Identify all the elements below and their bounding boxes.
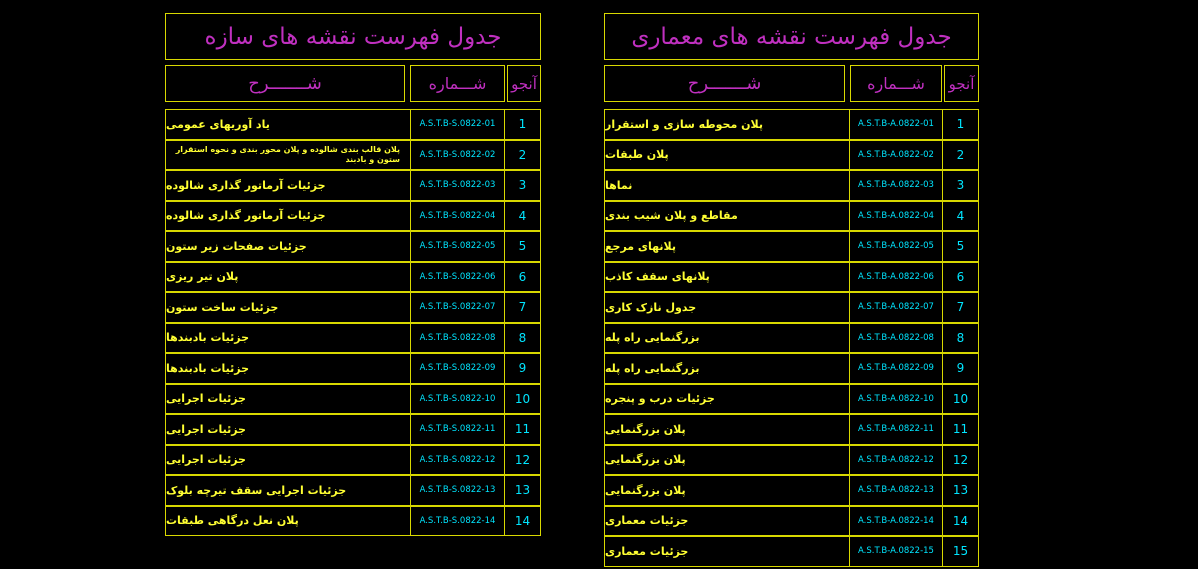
row-number: 12 xyxy=(942,445,979,476)
row-drawing-code: A.S.T.B-S.0822-09 xyxy=(410,353,505,384)
structure-header-number: آنجو xyxy=(507,65,541,102)
row-number: 15 xyxy=(942,536,979,567)
row-number: 9 xyxy=(942,353,979,384)
row-number: 14 xyxy=(942,506,979,537)
row-description: پلان نعل درگاهی طبقات xyxy=(165,506,411,537)
row-description: پلان تیر ریزی xyxy=(165,262,411,293)
row-description: یاد آوریهای عمومی xyxy=(165,109,411,140)
row-description: بزرگنمایی راه پله xyxy=(604,323,850,354)
row-drawing-code: A.S.T.B-A.0822-09 xyxy=(849,353,943,384)
row-number: 12 xyxy=(504,445,541,476)
row-number: 7 xyxy=(504,292,541,323)
row-description: مقاطع و پلان شیب بندی xyxy=(604,201,850,232)
row-number: 10 xyxy=(942,384,979,415)
row-drawing-code: A.S.T.B-A.0822-06 xyxy=(849,262,943,293)
row-number: 9 xyxy=(504,353,541,384)
table-row xyxy=(604,170,979,201)
table-row xyxy=(604,536,979,567)
architecture-header-number: آنجو xyxy=(944,65,979,102)
table-row xyxy=(604,231,979,262)
structure-header-code: شـــماره xyxy=(410,65,505,102)
table-row xyxy=(165,292,541,323)
architecture-header-code: شـــماره xyxy=(850,65,942,102)
row-description: جزئیات معماری xyxy=(604,536,850,567)
row-number: 8 xyxy=(504,323,541,354)
row-number: 13 xyxy=(504,475,541,506)
row-number: 4 xyxy=(942,201,979,232)
row-description: جزئیات آرماتور گذاری شالوده xyxy=(165,170,411,201)
row-drawing-code: A.S.T.B-S.0822-07 xyxy=(410,292,505,323)
architecture-table-title-box xyxy=(604,13,979,60)
row-drawing-code: A.S.T.B-A.0822-05 xyxy=(849,231,943,262)
row-number: 5 xyxy=(942,231,979,262)
row-number: 2 xyxy=(504,140,541,171)
row-drawing-code: A.S.T.B-A.0822-04 xyxy=(849,201,943,232)
row-drawing-code: A.S.T.B-S.0822-08 xyxy=(410,323,505,354)
row-number: 14 xyxy=(504,506,541,537)
table-row xyxy=(165,323,541,354)
row-number: 3 xyxy=(942,170,979,201)
row-description: بزرگنمایی راه پله xyxy=(604,353,850,384)
table-row xyxy=(604,323,979,354)
table-row xyxy=(604,353,979,384)
row-number: 2 xyxy=(942,140,979,171)
row-description: جزئیات معماری xyxy=(604,506,850,537)
row-number: 11 xyxy=(504,414,541,445)
row-number: 13 xyxy=(942,475,979,506)
row-drawing-code: A.S.T.B-A.0822-10 xyxy=(849,384,943,415)
row-drawing-code: A.S.T.B-A.0822-07 xyxy=(849,292,943,323)
architecture-header-description: شـــــــرح xyxy=(604,65,845,102)
row-description: پلان محوطه سازی و استقرار xyxy=(604,109,850,140)
row-number: 6 xyxy=(942,262,979,293)
row-drawing-code: A.S.T.B-S.0822-05 xyxy=(410,231,505,262)
table-row xyxy=(604,140,979,171)
table-row xyxy=(604,109,979,140)
row-drawing-code: A.S.T.B-A.0822-13 xyxy=(849,475,943,506)
structure-table-rows xyxy=(165,109,541,536)
row-description: جزئیات صفحات زیر ستون xyxy=(165,231,411,262)
table-row xyxy=(604,201,979,232)
table-row xyxy=(165,445,541,476)
row-drawing-code: A.S.T.B-S.0822-13 xyxy=(410,475,505,506)
row-number: 1 xyxy=(942,109,979,140)
table-row xyxy=(604,384,979,415)
row-description: پلان قالب بندی شالوده و پلان محور بندی و نحوه استقرار ستون و بادبند xyxy=(165,140,411,171)
architecture-table-rows xyxy=(604,109,979,567)
row-drawing-code: A.S.T.B-S.0822-14 xyxy=(410,506,505,537)
row-description: جزئیات ساخت ستون xyxy=(165,292,411,323)
row-number: 5 xyxy=(504,231,541,262)
row-number: 1 xyxy=(504,109,541,140)
row-description: جزئیات بادبندها xyxy=(165,323,411,354)
table-row xyxy=(604,262,979,293)
table-row xyxy=(165,262,541,293)
row-description: پلان بزرگنمایی xyxy=(604,445,850,476)
row-drawing-code: A.S.T.B-S.0822-04 xyxy=(410,201,505,232)
row-number: 3 xyxy=(504,170,541,201)
table-row xyxy=(165,201,541,232)
table-row xyxy=(604,445,979,476)
table-row xyxy=(165,414,541,445)
row-drawing-code: A.S.T.B-A.0822-03 xyxy=(849,170,943,201)
row-drawing-code: A.S.T.B-A.0822-12 xyxy=(849,445,943,476)
row-description: جزئیات اجرایی xyxy=(165,414,411,445)
row-drawing-code: A.S.T.B-A.0822-14 xyxy=(849,506,943,537)
row-drawing-code: A.S.T.B-S.0822-11 xyxy=(410,414,505,445)
structure-table-title-box xyxy=(165,13,541,60)
row-description: جزئیات آرماتور گذاری شالوده xyxy=(165,201,411,232)
row-description: جزئیات اجرایی xyxy=(165,445,411,476)
row-description: پلان بزرگنمایی xyxy=(604,414,850,445)
table-row xyxy=(165,140,541,171)
table-row xyxy=(165,384,541,415)
table-row xyxy=(165,353,541,384)
row-description: جزئیات اجرایی xyxy=(165,384,411,415)
row-drawing-code: A.S.T.B-A.0822-01 xyxy=(849,109,943,140)
row-number: 4 xyxy=(504,201,541,232)
table-row xyxy=(604,292,979,323)
row-drawing-code: A.S.T.B-S.0822-12 xyxy=(410,445,505,476)
row-drawing-code: A.S.T.B-S.0822-06 xyxy=(410,262,505,293)
row-drawing-code: A.S.T.B-A.0822-11 xyxy=(849,414,943,445)
row-number: 6 xyxy=(504,262,541,293)
table-row xyxy=(604,506,979,537)
row-drawing-code: A.S.T.B-S.0822-03 xyxy=(410,170,505,201)
row-description: جدول نازک کاری xyxy=(604,292,850,323)
row-number: 10 xyxy=(504,384,541,415)
row-drawing-code: A.S.T.B-A.0822-02 xyxy=(849,140,943,171)
structure-header-description: شـــــــرح xyxy=(165,65,405,102)
table-row xyxy=(165,231,541,262)
row-description: جزئیات درب و پنجره xyxy=(604,384,850,415)
row-drawing-code: A.S.T.B-A.0822-15 xyxy=(849,536,943,567)
architecture-table-title: جدول فهرست نقشه های معماری xyxy=(631,23,952,50)
row-number: 7 xyxy=(942,292,979,323)
row-description: پلانهای مرجع xyxy=(604,231,850,262)
row-drawing-code: A.S.T.B-A.0822-08 xyxy=(849,323,943,354)
table-row xyxy=(604,414,979,445)
table-row xyxy=(165,475,541,506)
table-row xyxy=(165,506,541,537)
row-description: پلانهای سقف کاذب xyxy=(604,262,850,293)
row-number: 8 xyxy=(942,323,979,354)
row-description: جزئیات اجرایی سقف تیرچه بلوک xyxy=(165,475,411,506)
table-row xyxy=(165,109,541,140)
table-row xyxy=(604,475,979,506)
row-description: نماها xyxy=(604,170,850,201)
row-drawing-code: A.S.T.B-S.0822-01 xyxy=(410,109,505,140)
row-drawing-code: A.S.T.B-S.0822-10 xyxy=(410,384,505,415)
row-description: جزئیات بادبندها xyxy=(165,353,411,384)
structure-table-title: جدول فهرست نقشه های سازه xyxy=(204,23,502,50)
row-number: 11 xyxy=(942,414,979,445)
row-drawing-code: A.S.T.B-S.0822-02 xyxy=(410,140,505,171)
row-description: پلان بزرگنمایی xyxy=(604,475,850,506)
table-row xyxy=(165,170,541,201)
row-description: پلان طبقات xyxy=(604,140,850,171)
